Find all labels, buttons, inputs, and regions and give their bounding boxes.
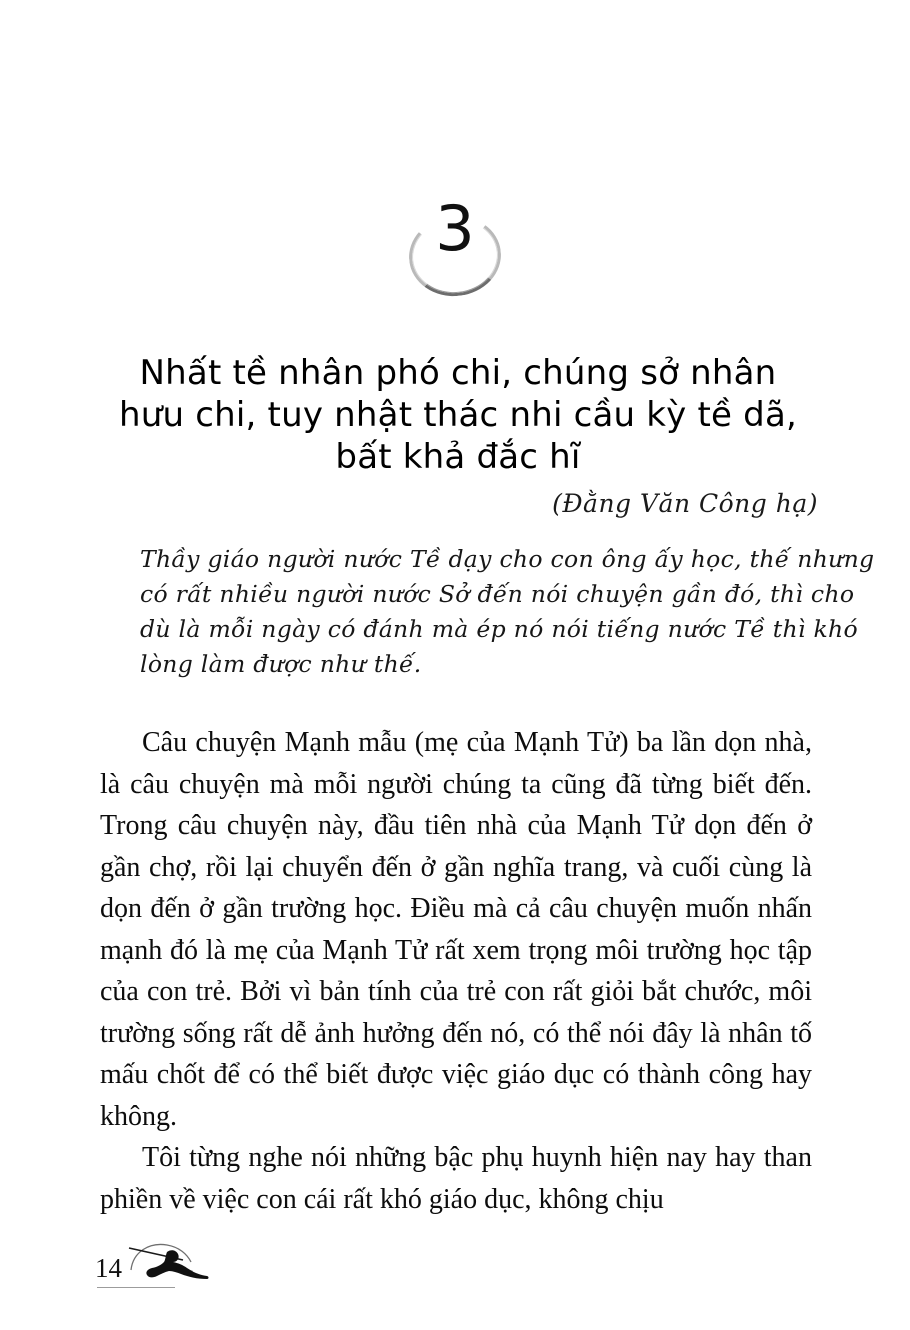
epigraph-line-2: có rất nhiều người nước Sở đến nói chuyện gần đó, thì cho (140, 580, 855, 608)
epigraph-line-1: Thầy giáo người nước Tề dạy cho con ông ấy học, thế nhưng (140, 545, 875, 573)
chapter-title (100, 352, 816, 478)
chapter-number-block (0, 192, 910, 308)
chapter-number: 3 (435, 192, 475, 265)
page-number: 14 (95, 1253, 122, 1283)
chapter-title-line-3: bất khả đắc hĩ (335, 437, 581, 477)
epigraph-line-3: dù là mỗi ngày có đánh mà ép nó nói tiếng nước Tề thì khó (140, 615, 858, 643)
chapter-title-line-1: Nhất tề nhân phó chi, chúng sở nhân (139, 353, 777, 393)
chapter-title-line-2: hưu chi, tuy nhật thác nhi cầu kỳ tề dã, (119, 395, 797, 435)
page-footer (95, 1248, 295, 1294)
epigraph-block (140, 542, 875, 682)
archer-silhouette-icon (123, 1236, 219, 1294)
body-text (100, 722, 812, 1220)
epigraph-line-4: lòng làm được như thế. (140, 650, 422, 678)
body-paragraph-1: Câu chuyện Mạnh mẫu (mẹ của Mạnh Tử) ba lần dọn nhà, là câu chuyện mà mỗi người chúng ta cũng đã từng biết đến. Trong câu chuyện này, đầu tiên nhà của Mạnh Tử dọn đến ở gần chợ, rồi lại chuyển đến ở gần nghĩa trang, và cuối cùng là dọn đến ở gần trường học. Điều mà cả câu chuyện muốn nhấn mạnh đó là mẹ của Mạnh Tử rất xem trọng môi trường học tập của con trẻ. Bởi vì bản tính của trẻ con rất giỏi bắt chước, môi trường sống rất dễ ảnh hưởng đến nó, có thể nói đây là nhân tố mấu chốt để có thể biết được việc giáo dục có thành công hay không. (100, 727, 812, 1132)
body-paragraph-2: Tôi từng nghe nói những bậc phụ huynh hiện nay hay than phiền về việc con cái rất khó giáo dục, không chịu (100, 1142, 812, 1215)
title-attribution: (Đằng Văn Công hạ) (552, 489, 818, 518)
